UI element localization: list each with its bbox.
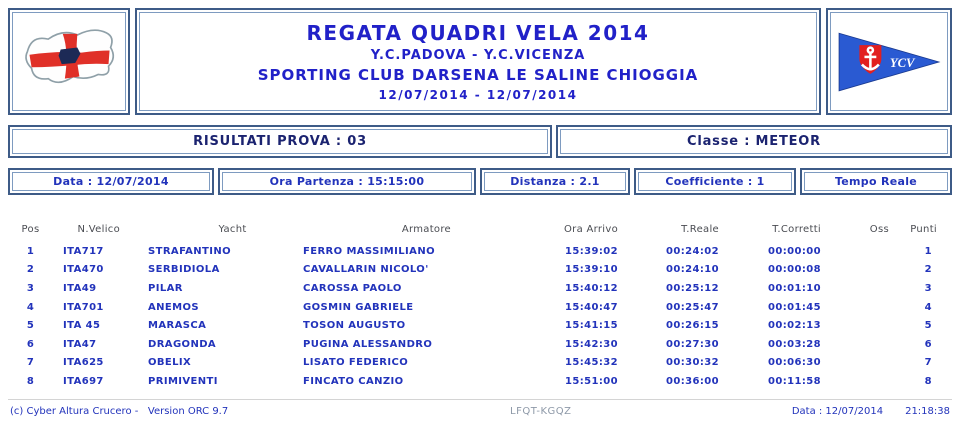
cell-sail-number: ITA470 [63, 264, 104, 276]
results-table [8, 222, 953, 391]
cell-armatore: CAROSSA PAOLO [303, 282, 402, 294]
table-row [8, 298, 953, 317]
cell-ora-arrivo: 15:45:32 [565, 357, 618, 369]
cell-punti: 4 [924, 301, 932, 313]
ycv-pennant-icon [834, 20, 944, 104]
cell-t-reale: 00:36:00 [666, 375, 719, 387]
col-header-sail-number: N.Velico [77, 223, 120, 235]
cell-t-reale: 00:25:12 [666, 282, 719, 294]
cell-armatore: TOSON AUGUSTO [303, 320, 406, 332]
cell-t-reale: 00:27:30 [666, 338, 719, 350]
header-venue: SPORTING CLUB DARSENA LE SALINE CHIOGGIA [257, 65, 699, 84]
cell-pos: 4 [26, 301, 35, 313]
footer-time: 21:18:38 [905, 405, 950, 417]
results-title-box [8, 125, 552, 158]
header-dates: 12/07/2014 - 12/07/2014 [378, 87, 578, 102]
cell-punti: 8 [924, 375, 932, 387]
distance: Distanza : 2.1 [510, 175, 600, 188]
cell-t-reale: 00:24:10 [666, 264, 719, 276]
cell-sail-number: ITA49 [63, 282, 97, 294]
cell-punti: 1 [924, 245, 932, 257]
cell-yacht: ANEMOS [148, 301, 199, 313]
cell-t-reale: 00:26:15 [666, 320, 719, 332]
club-logo-left-box [8, 8, 130, 115]
results-title: RISULTATI PROVA : 03 [193, 134, 367, 149]
cell-ora-arrivo: 15:42:30 [565, 338, 618, 350]
cell-armatore: FINCATO CANZIO [303, 375, 404, 387]
table-header-row [8, 222, 953, 236]
col-header-pos: Pos [21, 223, 40, 235]
cell-sail-number: ITA47 [63, 338, 97, 350]
cell-armatore: GOSMIN GABRIELE [303, 301, 414, 313]
page-footer [8, 399, 952, 424]
cell-yacht: DRAGONDA [148, 338, 217, 350]
race-date: Data : 12/07/2014 [53, 175, 169, 188]
cell-sail-number: ITA701 [63, 301, 104, 313]
cell-t-reale: 00:30:32 [666, 357, 719, 369]
start-time-box [218, 168, 476, 195]
cell-pos: 5 [26, 320, 35, 332]
header-title-box [135, 8, 821, 115]
col-header-armatore: Armatore [401, 223, 451, 235]
cell-pos: 1 [26, 245, 35, 257]
cell-pos: 7 [26, 357, 35, 369]
cell-yacht: OBELIX [148, 357, 192, 369]
cell-punti: 2 [924, 264, 932, 276]
race-info-band [8, 168, 952, 195]
cell-t-corretti: 00:01:45 [768, 301, 821, 313]
table-row [8, 279, 953, 298]
cell-punti: 6 [924, 338, 932, 350]
cell-sail-number: ITA697 [63, 375, 104, 387]
cell-yacht: PILAR [148, 282, 183, 294]
col-header-punti: Punti [910, 223, 937, 235]
header-band [8, 8, 952, 115]
cell-punti: 3 [924, 282, 932, 294]
cell-ora-arrivo: 15:40:47 [565, 301, 618, 313]
cell-t-corretti: 00:06:30 [768, 357, 821, 369]
padova-flag-icon [17, 18, 121, 106]
cell-pos: 3 [26, 282, 35, 294]
ycv-logo-text: YCV [889, 55, 915, 70]
cell-sail-number: ITA 45 [63, 320, 101, 332]
start-time: Ora Partenza : 15:15:00 [269, 175, 425, 188]
cell-t-corretti: 00:11:58 [768, 375, 821, 387]
cell-pos: 2 [26, 264, 35, 276]
cell-ora-arrivo: 15:51:00 [565, 375, 618, 387]
distance-box [480, 168, 630, 195]
table-row [8, 335, 953, 354]
col-header-t-reale: T.Reale [681, 223, 719, 235]
cell-yacht: PRIMIVENTI [148, 375, 218, 387]
page-title: REGATA QUADRI VELA 2014 [306, 20, 650, 45]
cell-t-corretti: 00:00:00 [768, 245, 821, 257]
cell-t-corretti: 00:02:13 [768, 320, 821, 332]
header-clubs: Y.C.PADOVA - Y.C.VICENZA [370, 47, 586, 63]
cell-ora-arrivo: 15:40:12 [565, 282, 618, 294]
regatta-results-page [8, 0, 952, 424]
real-time-box [800, 168, 952, 195]
col-header-yacht: Yacht [218, 223, 247, 235]
cell-ora-arrivo: 15:39:10 [565, 264, 618, 276]
cell-pos: 8 [26, 375, 35, 387]
coefficient: Coefficiente : 1 [665, 175, 765, 188]
cell-armatore: PUGINA ALESSANDRO [303, 338, 433, 350]
footer-copyright: (c) Cyber Altura Crucero - Version ORC 9.7 [10, 405, 229, 417]
club-logo-right-box [826, 8, 952, 115]
real-time-label: Tempo Reale [834, 175, 918, 188]
cell-armatore: LISATO FEDERICO [303, 357, 409, 369]
cell-armatore: FERRO MASSIMILIANO [303, 245, 435, 257]
coefficient-box [634, 168, 796, 195]
cell-punti: 7 [924, 357, 932, 369]
footer-datetime [792, 406, 950, 417]
cell-pos: 6 [26, 338, 35, 350]
cell-t-reale: 00:25:47 [666, 301, 719, 313]
cell-t-corretti: 00:01:10 [768, 282, 821, 294]
footer-date: Data : 12/07/2014 [791, 405, 884, 417]
cell-armatore: CAVALLARIN NICOLO' [303, 264, 429, 276]
cell-yacht: SERBIDIOLA [148, 264, 220, 276]
cell-yacht: STRAFANTINO [148, 245, 232, 257]
cell-sail-number: ITA625 [63, 357, 104, 369]
col-header-t-corretti: T.Corretti [772, 223, 821, 235]
col-header-ora-arrivo: Ora Arrivo [564, 223, 618, 235]
cell-t-reale: 00:24:02 [666, 245, 719, 257]
class-title-box [556, 125, 952, 158]
cell-t-corretti: 00:00:08 [768, 264, 821, 276]
cell-t-corretti: 00:03:28 [768, 338, 821, 350]
cell-ora-arrivo: 15:41:15 [565, 320, 618, 332]
cell-sail-number: ITA717 [63, 245, 104, 257]
class-title: Classe : METEOR [687, 134, 821, 149]
footer-code: LFQT-KGQZ [510, 405, 572, 417]
table-row [8, 372, 953, 391]
table-row [8, 316, 953, 335]
col-header-oss: Oss [869, 223, 889, 235]
table-row [8, 261, 953, 280]
table-row [8, 242, 953, 261]
results-class-band [8, 125, 952, 158]
cell-ora-arrivo: 15:39:02 [565, 245, 618, 257]
table-row [8, 354, 953, 373]
table-body [8, 242, 953, 391]
cell-yacht: MARASCA [148, 320, 207, 332]
race-date-box [8, 168, 214, 195]
cell-punti: 5 [924, 320, 932, 332]
